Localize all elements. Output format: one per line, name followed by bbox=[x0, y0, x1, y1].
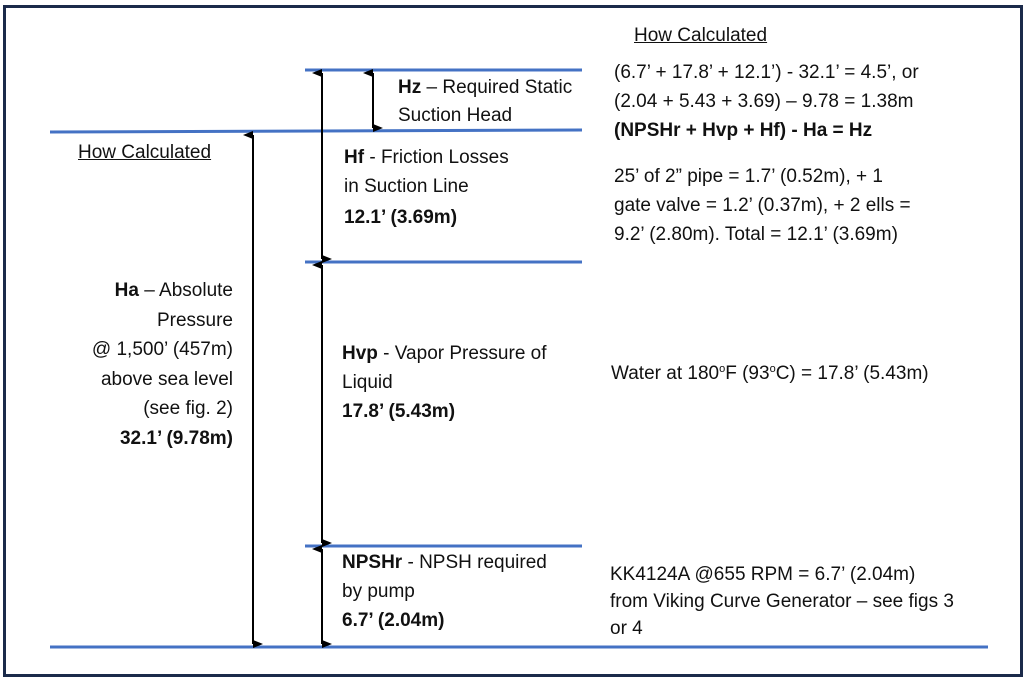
ha-abbr: Ha bbox=[114, 280, 139, 301]
how-calculated-left-title: How Calculated bbox=[78, 142, 212, 163]
npshr-calculation: KK4124A @655 RPM = 6.7’ (2.04m) from Viking Curve Generator – see figs 3 or 4 bbox=[610, 564, 954, 639]
hf-label: Hf - Friction Losses in Suction Line 12.1’ (3.69m) bbox=[344, 143, 509, 232]
ha-label: Ha – Absolute Pressure @ 1,500’ (457m) above sea level (see fig. 2) 32.1’ (9.78m) bbox=[60, 276, 233, 453]
hz-abbr: Hz bbox=[398, 77, 422, 98]
degree-symbol: o bbox=[719, 363, 726, 375]
hvp-abbr: Hvp bbox=[342, 343, 378, 364]
ha-value: 32.1’ (9.78m) bbox=[119, 427, 233, 449]
hvp-calculation: Water at 180$^o$F $(93^oC) = 17.8$’ (5.43m) bbox=[611, 363, 929, 384]
ha-top-line bbox=[50, 130, 582, 132]
how-calculated-right-title: How Calculated bbox=[634, 25, 768, 46]
npshr-value: 6.7’ (2.04m) bbox=[342, 610, 445, 631]
npshr-abbr: NPSHr bbox=[342, 552, 403, 573]
hz-formula: (NPSHr + Hvp + Hf) - Ha = Hz bbox=[614, 120, 873, 141]
hz-calculation: (6.7’ + 17.8’ + 12.1’) - 32.1’ = 4.5’, or (2.04 + 5.43 + 3.69) – 9.78 = 1.38m (NPSHr + Hvp + Hf) - Ha = Hz bbox=[614, 58, 919, 145]
hf-abbr: Hf bbox=[344, 147, 365, 168]
degree-symbol: o bbox=[769, 363, 776, 375]
hf-value: 12.1’ (3.69m) bbox=[344, 207, 458, 228]
hz-label: Hz – Required Static Suction Head bbox=[398, 77, 573, 126]
npshr-label: NPSHr - NPSH required by pump 6.7’ (2.04m) bbox=[342, 548, 547, 635]
hvp-label: Hvp - Vapor Pressure of Liquid 17.8’ (5.43m) bbox=[342, 339, 547, 426]
hf-calculation: 25’ of 2” pipe = 1.7’ (0.52m), + 1 gate valve = 1.2’ (0.37m), + 2 ells = 9.2’ (2.80m). Total = 12.1’ (3.69m) bbox=[614, 166, 911, 245]
hvp-value: 17.8’ (5.43m) bbox=[342, 401, 456, 422]
